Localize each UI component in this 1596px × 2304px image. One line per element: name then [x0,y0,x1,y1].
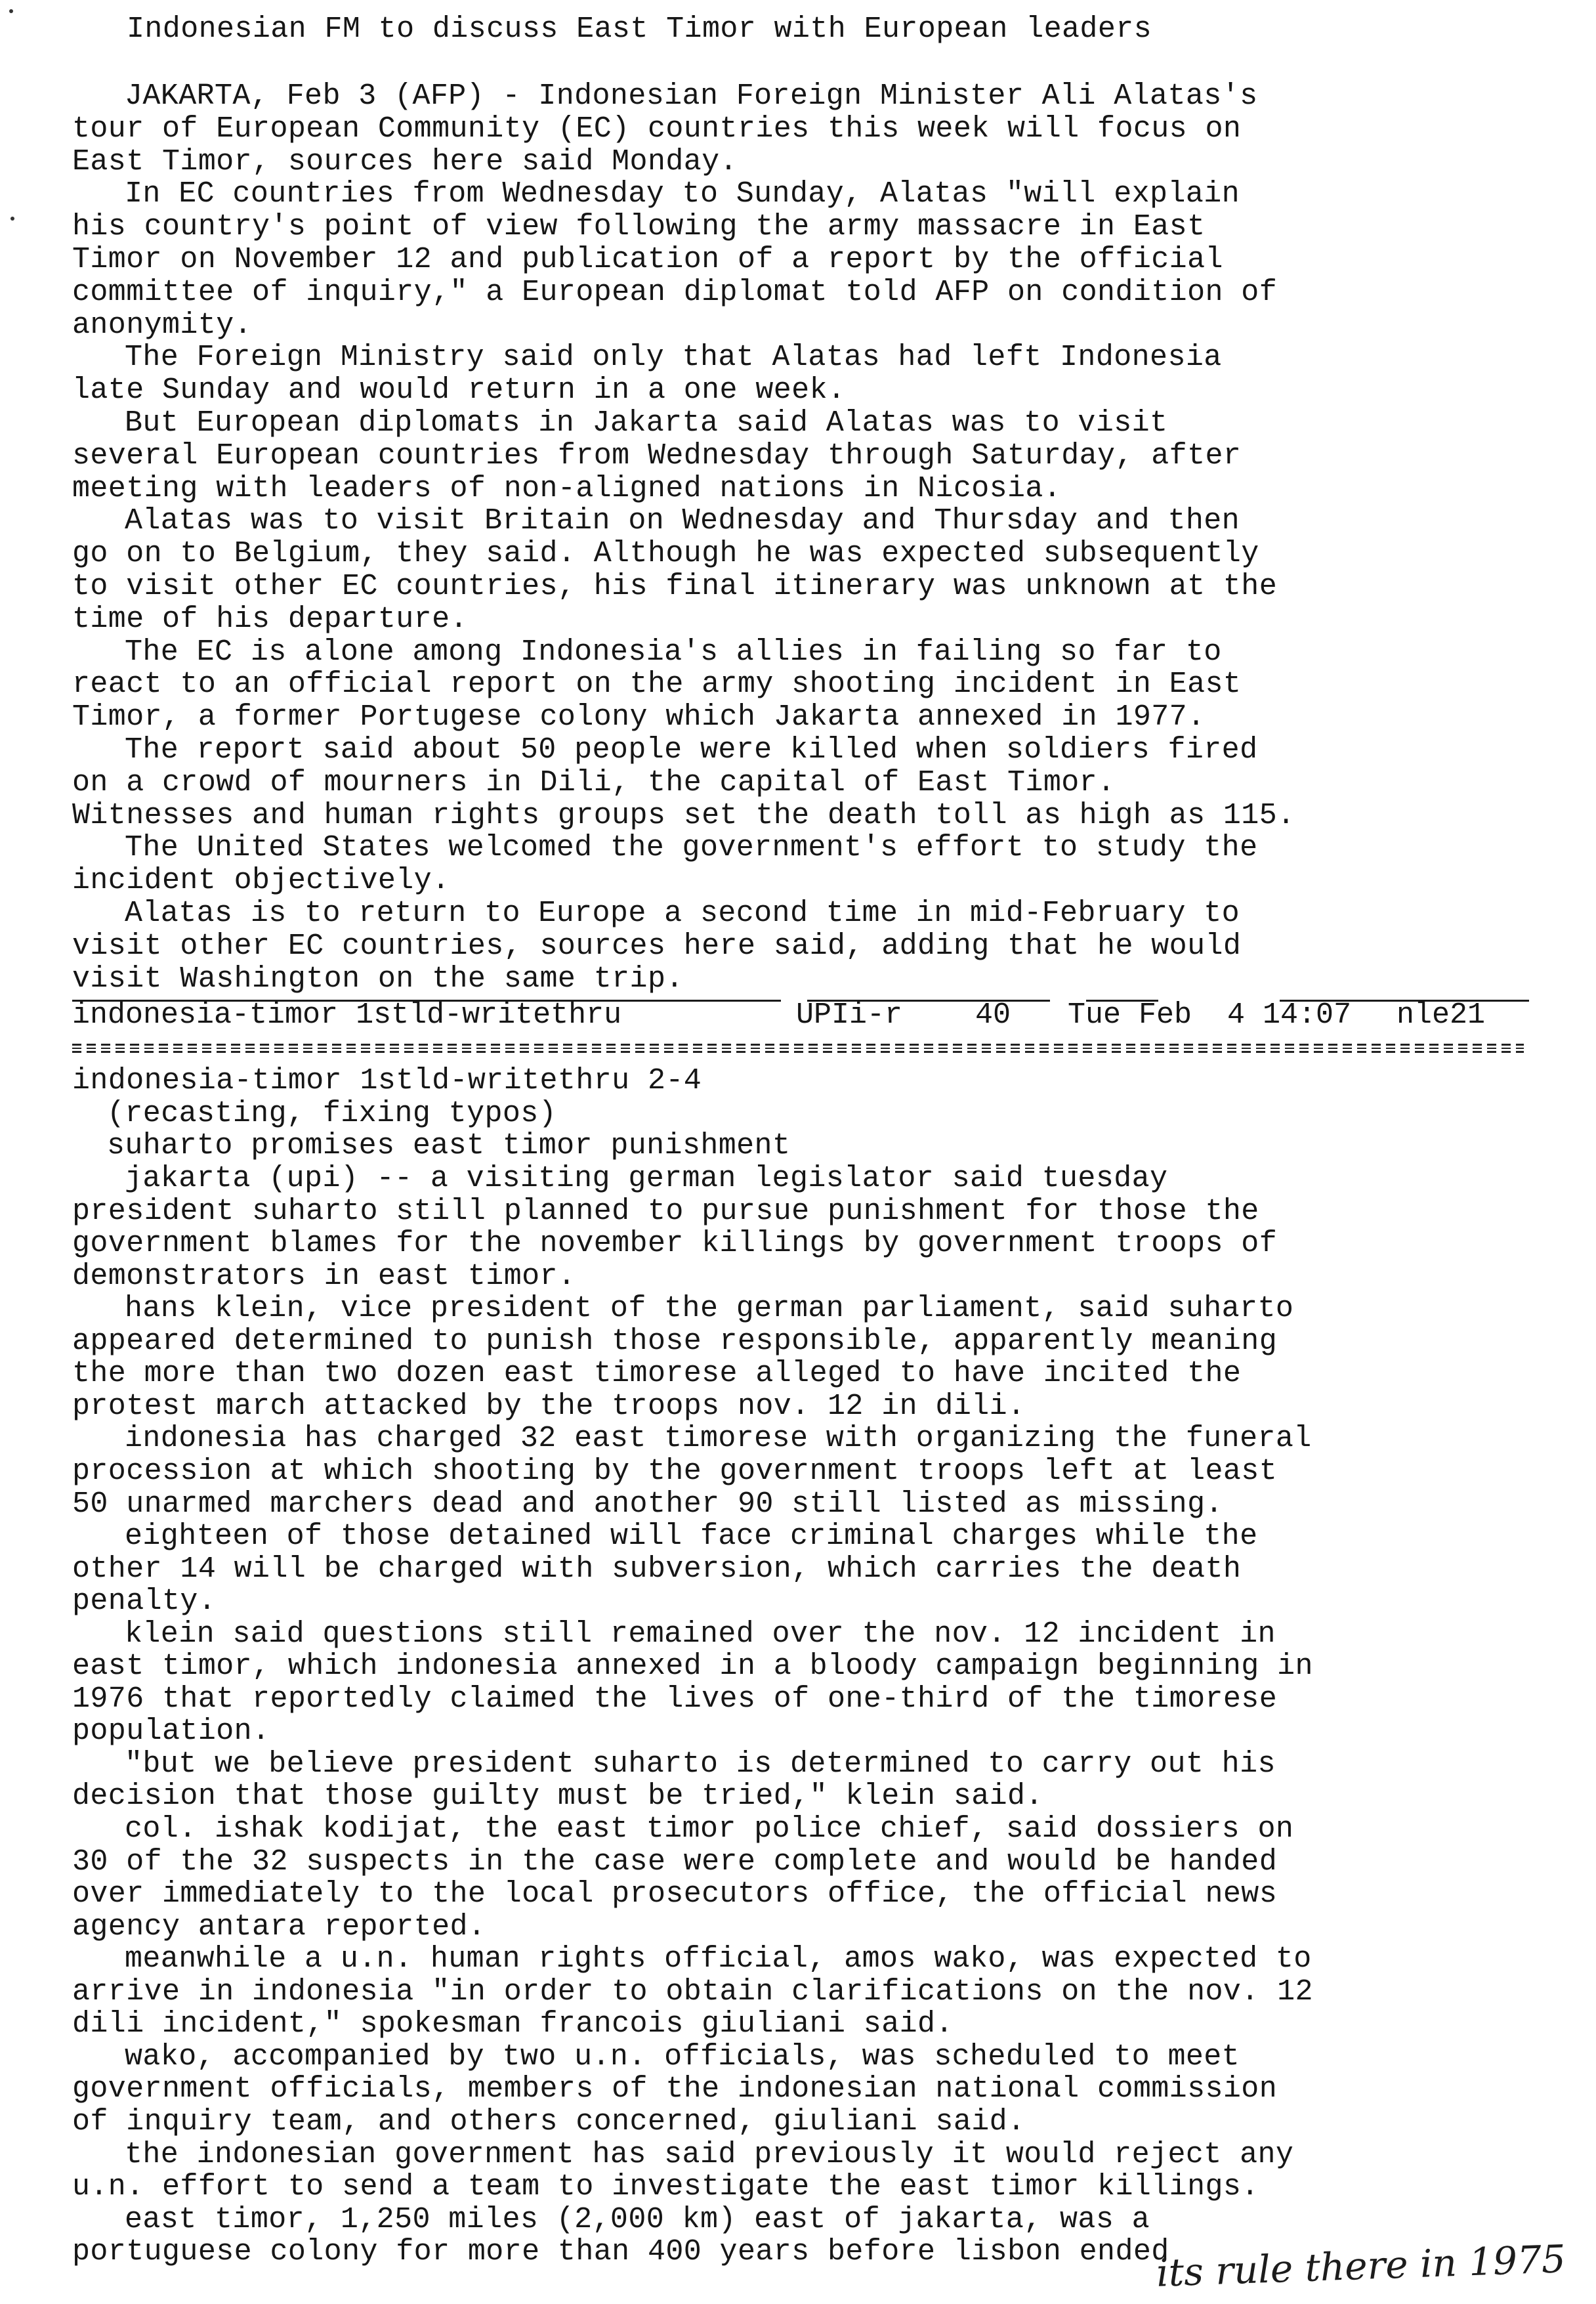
story-line: JAKARTA, Feb 3 (AFP) - Indonesian Foreign Minister Ali Alatas's [125,79,1258,113]
story-line: Timor, a former Portugese colony which Jakarta annexed in 1977. [72,700,1206,735]
handwritten-annotation: its rule there in 1975 [1156,2236,1566,2295]
story-line: But European diplomats in Jakarta said Alatas was to visit [125,406,1168,440]
story-line: hans klein, vice president of the german parliament, said suharto [125,1292,1294,1326]
story-line: government officials, members of the indonesian national commission [72,2072,1278,2106]
story-line: 50 unarmed marchers dead and another 90 still listed as missing. [72,1487,1223,1521]
story-line: the more than two dozen east timorese alleged to have incited the [72,1357,1242,1391]
story-line: government blames for the november killings by government troops of [72,1227,1278,1261]
slug-date: Tue Feb 4 14:07 [1068,998,1352,1032]
story-line: u.n. effort to send a team to investigate the east timor killings. [72,2170,1259,2204]
story-line: go on to Belgium, they said. Although he was expected subsequently [72,537,1259,571]
story-line: several European countries from Wednesday through Saturday, after [72,438,1242,473]
story-line: procession at which shooting by the government troops left at least [72,1454,1278,1488]
story-line: his country's point of view following the army massacre in East [72,210,1206,244]
story-line: indonesia has charged 32 east timorese with organizing the funeral [125,1422,1312,1456]
story-line: dili incident," spokesman francois giuliani said. [72,2007,954,2041]
story-line: Witnesses and human rights groups set the death toll as high as 115. [72,798,1295,832]
story-line: committee of inquiry," a European diplomat told AFP on condition of [72,275,1278,309]
story-line: react to an official report on the army shooting incident in East [72,668,1242,702]
story-line: time of his departure. [72,602,468,636]
story-line: meanwhile a u.n. human rights official, amos wako, was expected to [125,1942,1312,1976]
headline: Indonesian FM to discuss East Timor with European leaders [127,12,1152,46]
story-line: In EC countries from Wednesday to Sunday, Alatas "will explain [125,177,1240,211]
story-line: East Timor, sources here said Monday. [72,144,738,179]
story-line: meeting with leaders of non-aligned nations in Nicosia. [72,471,1062,505]
story-line: east timor, which indonesia annexed in a bloody campaign beginning in [72,1650,1313,1684]
header-line: (recasting, fixing typos) [107,1096,557,1130]
story-line: portuguese colony for more than 400 years before lisbon ended [72,2235,1169,2269]
story-line: The Foreign Ministry said only that Alatas had left Indonesia [125,341,1222,375]
story-line: The United States welcomed the government's effort to study the [125,831,1258,865]
story-line: visit other EC countries, sources here said, adding that he would [72,929,1242,963]
story-line: decision that those guilty must be tried," klein said. [72,1780,1043,1814]
story-line: Timor on November 12 and publication of a report by the official [72,243,1223,276]
separator-rule [72,1044,1524,1053]
story-line: penalty. [72,1585,217,1619]
story-line: on a crowd of mourners in Dili, the capital of East Timor. [72,765,1116,800]
header-line: indonesia-timor 1stld-writethru 2-4 [72,1064,702,1098]
header-line: suharto promises east timor punishment [107,1129,791,1163]
story-line: over immediately to the local prosecutors office, the official news [72,1877,1278,1911]
slug-name: indonesia-timor 1stld-writethru [72,998,622,1032]
story-line: anonymity. [72,308,253,342]
story-line: The report said about 50 people were killed when soldiers fired [125,733,1258,767]
story-line: arrive in indonesia "in order to obtain clarifications on the nov. 12 [72,1974,1313,2009]
story-line: "but we believe president suharto is determined to carry out his [125,1747,1276,1781]
story-line: col. ishak kodijat, the east timor police chief, said dossiers on [125,1812,1294,1846]
story-line: late Sunday and would return in a one week. [72,373,846,408]
story-line: to visit other EC countries, his final itinerary was unknown at the [72,570,1278,603]
story-line: wako, accompanied by two u.n. officials, was scheduled to meet [125,2039,1240,2074]
story-line: klein said questions still remained over the nov. 12 incident in [125,1617,1276,1651]
scan-speck [9,9,13,13]
story-line: the indonesian government has said previously it would reject any [125,2137,1294,2171]
scan-speck [10,217,14,221]
slug-wire: UPIi-r [796,998,903,1032]
story-line: demonstrators in east timor. [72,1259,576,1293]
story-line: visit Washington on the same trip. [72,962,684,996]
slug-count: 40 [975,998,1011,1032]
story-line: president suharto still planned to pursue punishment for those the [72,1194,1259,1228]
story-line: tour of European Community (EC) countries this week will focus on [72,112,1242,146]
story-line: population. [72,1715,270,1749]
story-line: 30 of the 32 suspects in the case were complete and would be handed [72,1845,1278,1879]
story-line: east timor, 1,250 miles (2,000 km) east of jakarta, was a [125,2202,1150,2236]
slug-code: nle21 [1396,998,1486,1032]
story-line: protest march attacked by the troops nov. 12 in dili. [72,1389,1026,1423]
story-line: Alatas was to visit Britain on Wednesday and Thursday and then [125,504,1240,538]
story-line: other 14 will be charged with subversion, which carries the death [72,1552,1242,1586]
story-line: 1976 that reportedly claimed the lives of one-third of the timorese [72,1682,1278,1716]
story-line: The EC is alone among Indonesia's allies in failing so far to [125,635,1222,669]
story-line: appeared determined to punish those responsible, apparently meaning [72,1324,1278,1358]
story-line: of inquiry team, and others concerned, giuliani said. [72,2104,1026,2139]
story-line: eighteen of those detained will face criminal charges while the [125,1520,1258,1554]
story-line: Alatas is to return to Europe a second time in mid-February to [125,897,1240,930]
story-line: agency antara reported. [72,1909,486,1944]
story-line: incident objectively. [72,864,450,898]
story-line: jakarta (upi) -- a visiting german legislator said tuesday [125,1162,1168,1195]
